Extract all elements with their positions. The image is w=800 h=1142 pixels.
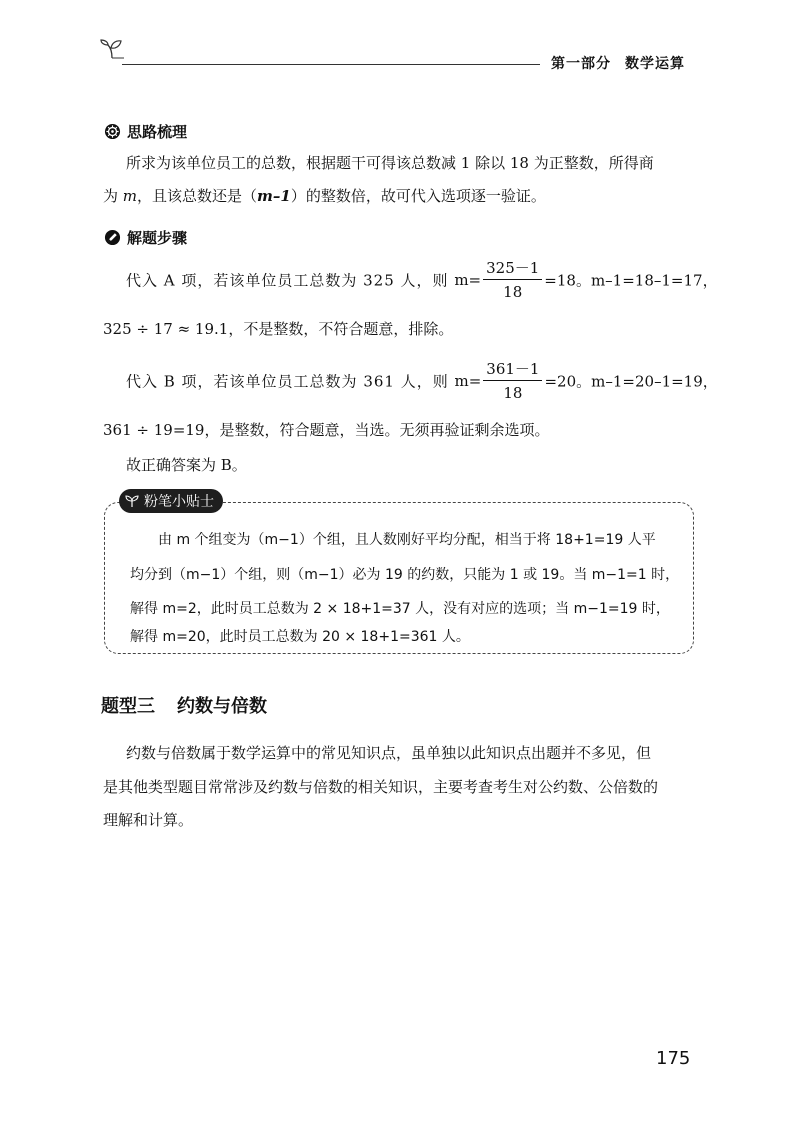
steps-heading <box>104 227 187 248</box>
answer-line: 故正确答案为 B。 <box>126 456 247 474</box>
section-title <box>101 692 267 718</box>
sprout-icon <box>125 494 139 508</box>
pen-circle-icon <box>104 229 121 246</box>
section-name: 约数与倍数 <box>177 696 267 717</box>
step-a-line-1: 代入 A 项，若该单位员工总数为 325 人，则 m= $\frac{325-1}{18}$ =18。m–1=18–1=17， <box>126 259 718 301</box>
sprout-icon <box>100 38 124 60</box>
approach-line-1: 所求为该单位员工的总数，根据题干可得该总数减 1 除以 18 为正整数，所得商 <box>126 154 654 172</box>
approach-heading-text: 思路梳理 <box>127 123 188 141</box>
tip-line-4: 解得 m=20，此时员工总数为 20 × 18+1=361 人。 <box>130 629 470 645</box>
header-rule <box>122 64 540 65</box>
page-number: 175 <box>656 1048 691 1069</box>
section-number: 题型三 <box>101 696 155 717</box>
intro-line-3: 理解和计算。 <box>103 811 194 829</box>
gear-icon <box>104 123 121 140</box>
intro-line-1: 约数与倍数属于数学运算中的常见知识点，虽单独以此知识点出题并不多见，但 <box>126 744 652 762</box>
step-b-line-2: 361 ÷ 19=19，是整数，符合题意，当选。无须再验证剩余选项。 <box>103 421 550 439</box>
step-b-line-1: 代入 B 项，若该单位员工总数为 361 人，则 m= $\frac{361-1}{18}$ =20。m–1=20–1=19， <box>126 360 718 402</box>
tip-badge-label: 粉笔小贴士 <box>144 494 214 510</box>
tip-badge <box>119 489 223 513</box>
header-part: 第一部分 <box>551 56 611 72</box>
running-header <box>551 53 685 73</box>
intro-line-2: 是其他类型题目常常涉及约数与倍数的相关知识，主要考查考生对公约数、公倍数的 <box>103 778 659 796</box>
tip-line-1: 由 m 个组变为（m−1）个组，且人数刚好平均分配，相当于将 18+1=19 人平 <box>158 532 656 548</box>
approach-heading <box>104 121 187 142</box>
steps-heading-text: 解题步骤 <box>127 229 188 247</box>
header-title: 数学运算 <box>625 56 685 72</box>
fraction-b: $\frac{361-1}{18}$ <box>483 360 542 402</box>
approach-line-2: 为 m，且该总数还是（m–1）的整数倍，故可代入选项逐一验证。 <box>103 187 546 205</box>
step-a-line-2: 325 ÷ 17 ≈ 19.1，不是整数，不符合题意，排除。 <box>103 320 454 338</box>
tip-line-2: 均分到（m−1）个组，则（m−1）必为 19 的约数，只能为 1 或 19。当 m−1=1 时， <box>130 567 680 583</box>
fraction-a: $\frac{325-1}{18}$ <box>483 259 542 301</box>
tip-line-3: 解得 m=2，此时员工总数为 2 × 18+1=37 人，没有对应的选项；当 m−1=19 时， <box>130 601 670 617</box>
